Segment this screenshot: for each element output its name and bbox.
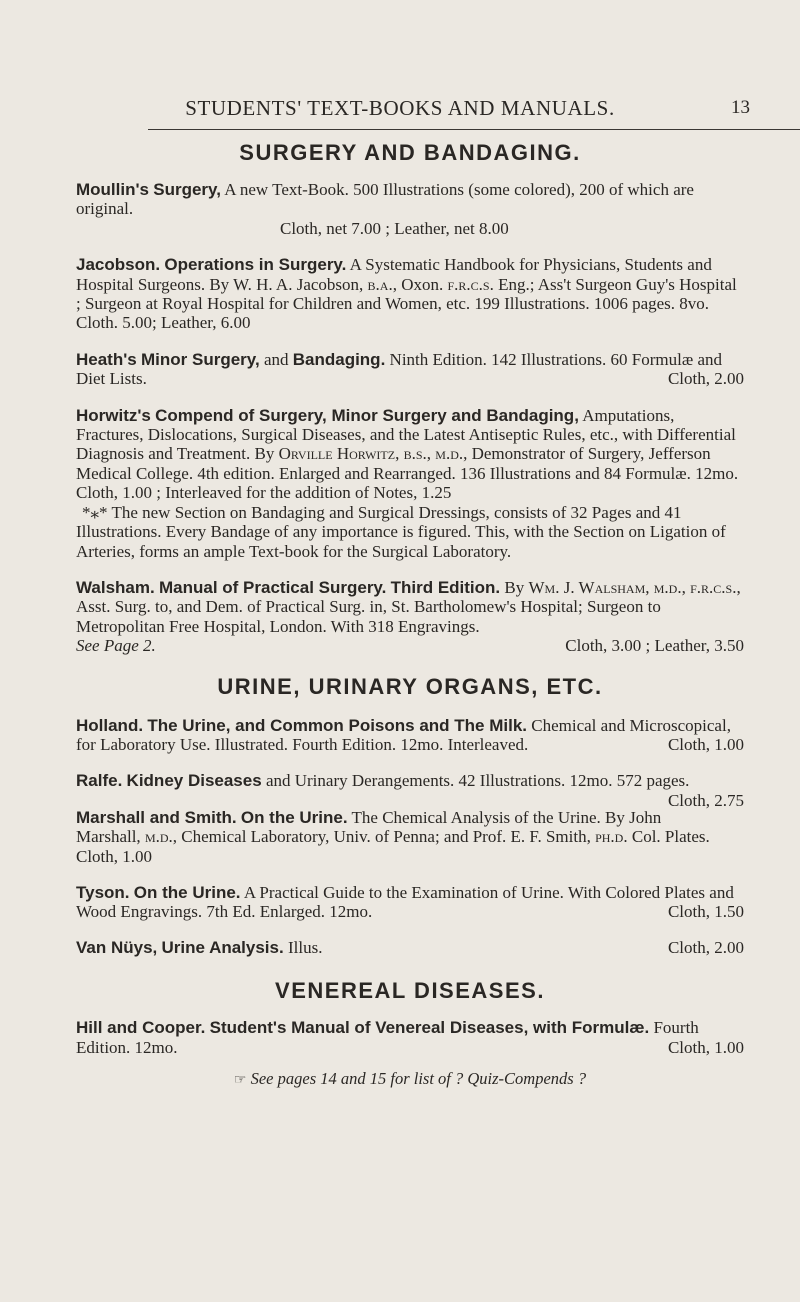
footer-text: See pages 14 and 15 for list of ? Quiz-Compends ? bbox=[250, 1069, 587, 1088]
entry-price: Cloth, 1.50 bbox=[667, 902, 744, 922]
entry-moullin bbox=[76, 180, 744, 238]
degree: m.d., bbox=[144, 827, 178, 847]
entry-title: The Urine, and Common Poisons and The Milk. bbox=[147, 715, 528, 735]
entry-author: Walsham. bbox=[76, 577, 155, 597]
entry-heath bbox=[76, 350, 744, 389]
entry-price: Cloth, 2.00 bbox=[667, 369, 744, 389]
entry-horwitz-note: *⁎* The new Section on Bandaging and Surgical Dressings, consists of 32 Pages and 41 Illustrations. Every Bandage of any importance is figured. This, with the Section on Ligation of Arteries, forms an ample Text-book for the Surgical Laboratory. bbox=[76, 502, 726, 561]
header-rule bbox=[148, 129, 800, 130]
entry-hill-cooper bbox=[76, 1018, 744, 1057]
entry-horwitz bbox=[76, 406, 744, 503]
entry-author: Heath's bbox=[76, 349, 137, 369]
section-heading-venereal: VENEREAL DISEASES. bbox=[275, 978, 545, 1004]
entry-title: Kidney Diseases bbox=[126, 771, 262, 791]
entry-walsham bbox=[76, 578, 744, 656]
entry-title: Operations in Surgery. bbox=[164, 255, 347, 275]
author-name: Wm. J. Walsham, bbox=[528, 577, 650, 597]
entry-text: A Practical Guide to the Examination of Urine. With Colored Plates and Wood Engravings. 7th Ed. Enlarged. 12mo. bbox=[76, 882, 734, 922]
entry-text: Eng.; Ass't Surgeon Guy's Hospital ; Surgeon at Royal Hospital for Children and Women, etc. 199 Illustrations. 1006 pages. 8vo. Cloth. 5.00; Leather, 6.00 bbox=[76, 274, 737, 333]
entry-marshall-smith bbox=[76, 808, 744, 866]
entry-jacobson bbox=[76, 255, 744, 333]
entry-text: Demonstrator of Surgery, Jefferson Medical College. 4th edition. Enlarged and Rearranged. 136 Illustrations and 84 Formulæ. 12mo. Cloth, 1.00 ; Interleaved for the addition of Notes, 1.25 bbox=[76, 444, 739, 503]
footer-note bbox=[76, 1069, 744, 1089]
entry-title: Urine Analysis. bbox=[161, 937, 284, 957]
entry-price: Cloth, 3.00 ; Leather, 3.50 bbox=[565, 636, 744, 656]
entry-text: Oxon. bbox=[401, 274, 444, 294]
entry-text: Chemical and Microscopical, for Laboratory Use. Illustrated. Fourth Edition. 12mo. Interleaved. bbox=[76, 715, 731, 754]
author-name: Orville Horwitz, bbox=[278, 444, 400, 464]
entry-author: Jacobson. bbox=[76, 255, 161, 275]
entry-author: Hill and Cooper. bbox=[76, 1018, 206, 1038]
entry-text: By bbox=[504, 577, 525, 597]
entry-title: Manual of Practical Surgery. bbox=[158, 577, 387, 597]
entry-text: A Systematic Handbook for Physicians, Students and Hospital Surgeons. By W. H. A. Jacobson, bbox=[76, 255, 712, 294]
entry-price: Cloth, 2.75 bbox=[667, 790, 744, 810]
entry-title: Surgery, bbox=[153, 180, 221, 199]
entry-text: Chemical Laboratory, Univ. of Penna; and Prof. E. F. Smith, bbox=[181, 827, 591, 847]
entry-title: Student's Manual of Venereal Diseases, with Formulæ. bbox=[209, 1018, 650, 1038]
entry-text: Asst. Surg. to, and Dem. of Practical Surg. in, St. Bartholomew's Hospital; Surgeon to Metropolitan Free Hospital, London. With 318 Engravings. bbox=[76, 597, 661, 636]
entry-author: Marshall and Smith. bbox=[76, 807, 237, 827]
entry-price: Cloth, 2.00 bbox=[667, 937, 744, 957]
degree: f.r.c.s. bbox=[447, 274, 494, 294]
entry-author: Ralfe. bbox=[76, 771, 123, 791]
degree: b.s., m.d., bbox=[403, 444, 468, 464]
entry-text: Amputations, Fractures, Dislocations, Surgical Diseases, and the Latest Antiseptic Rules, etc., with Differential Diagnosis and Treatment. By bbox=[76, 405, 736, 464]
entry-van-nuys bbox=[76, 938, 744, 957]
pointing-hand-icon: ☞ bbox=[233, 1073, 247, 1088]
degree: b.a., bbox=[367, 274, 397, 294]
entry-ralfe bbox=[76, 771, 744, 810]
entry-title: Bandaging. bbox=[292, 349, 386, 369]
entry-price: Cloth, 1.00 bbox=[667, 1037, 744, 1057]
entry-text: The Chemical Analysis of the Urine. By John Marshall, bbox=[76, 807, 662, 847]
running-title: STUDENTS' TEXT-BOOKS AND MANUALS. bbox=[185, 96, 615, 120]
entry-holland bbox=[76, 716, 744, 755]
entry-tyson bbox=[76, 883, 744, 922]
entry-author: Horwitz's bbox=[76, 405, 151, 425]
entry-text: A new Text-Book. 500 Illustrations (some colored), 200 of which are original. bbox=[76, 180, 694, 219]
entry-text: Ninth Edition. 142 Illustrations. 60 Formulæ and Diet Lists. bbox=[76, 349, 722, 389]
section-heading-surgery: SURGERY AND BANDAGING. bbox=[239, 140, 581, 165]
entry-author: Holland. bbox=[76, 715, 144, 735]
entry-price: Cloth, net 7.00 ; Leather, net 8.00 bbox=[280, 218, 509, 238]
degree: ph.d. bbox=[595, 827, 628, 847]
entry-text: and Urinary Derangements. 42 Illustrations. 12mo. 572 pages. bbox=[265, 771, 690, 791]
entry-author: Van Nüys, bbox=[76, 937, 158, 957]
running-head bbox=[0, 94, 800, 124]
see-page-reference: See Page 2. bbox=[76, 636, 156, 656]
degree: m.d., f.r.c.s., bbox=[653, 577, 741, 597]
entry-title: Third Edition. bbox=[390, 577, 501, 597]
page-number: 13 bbox=[731, 97, 750, 118]
entry-title: On the Urine. bbox=[133, 882, 241, 902]
section-heading-urine: URINE, URINARY ORGANS, ETC. bbox=[217, 673, 603, 699]
entry-text: Fourth Edition. 12mo. bbox=[76, 1018, 699, 1057]
entry-title: On the Urine. bbox=[240, 807, 348, 827]
entry-author: Moullin's bbox=[76, 180, 149, 199]
entry-price: Cloth, 1.00 bbox=[667, 734, 744, 754]
entry-author: Tyson. bbox=[76, 882, 130, 902]
entry-title: Minor Surgery, bbox=[140, 349, 260, 369]
entry-text: Illus. bbox=[287, 937, 323, 957]
catalogue-body bbox=[76, 140, 744, 1089]
entry-text: and bbox=[263, 349, 289, 369]
entry-text: Col. Plates. Cloth, 1.00 bbox=[76, 827, 710, 866]
entry-title: Compend of Surgery, Minor Surgery and Bandaging, bbox=[155, 405, 579, 425]
